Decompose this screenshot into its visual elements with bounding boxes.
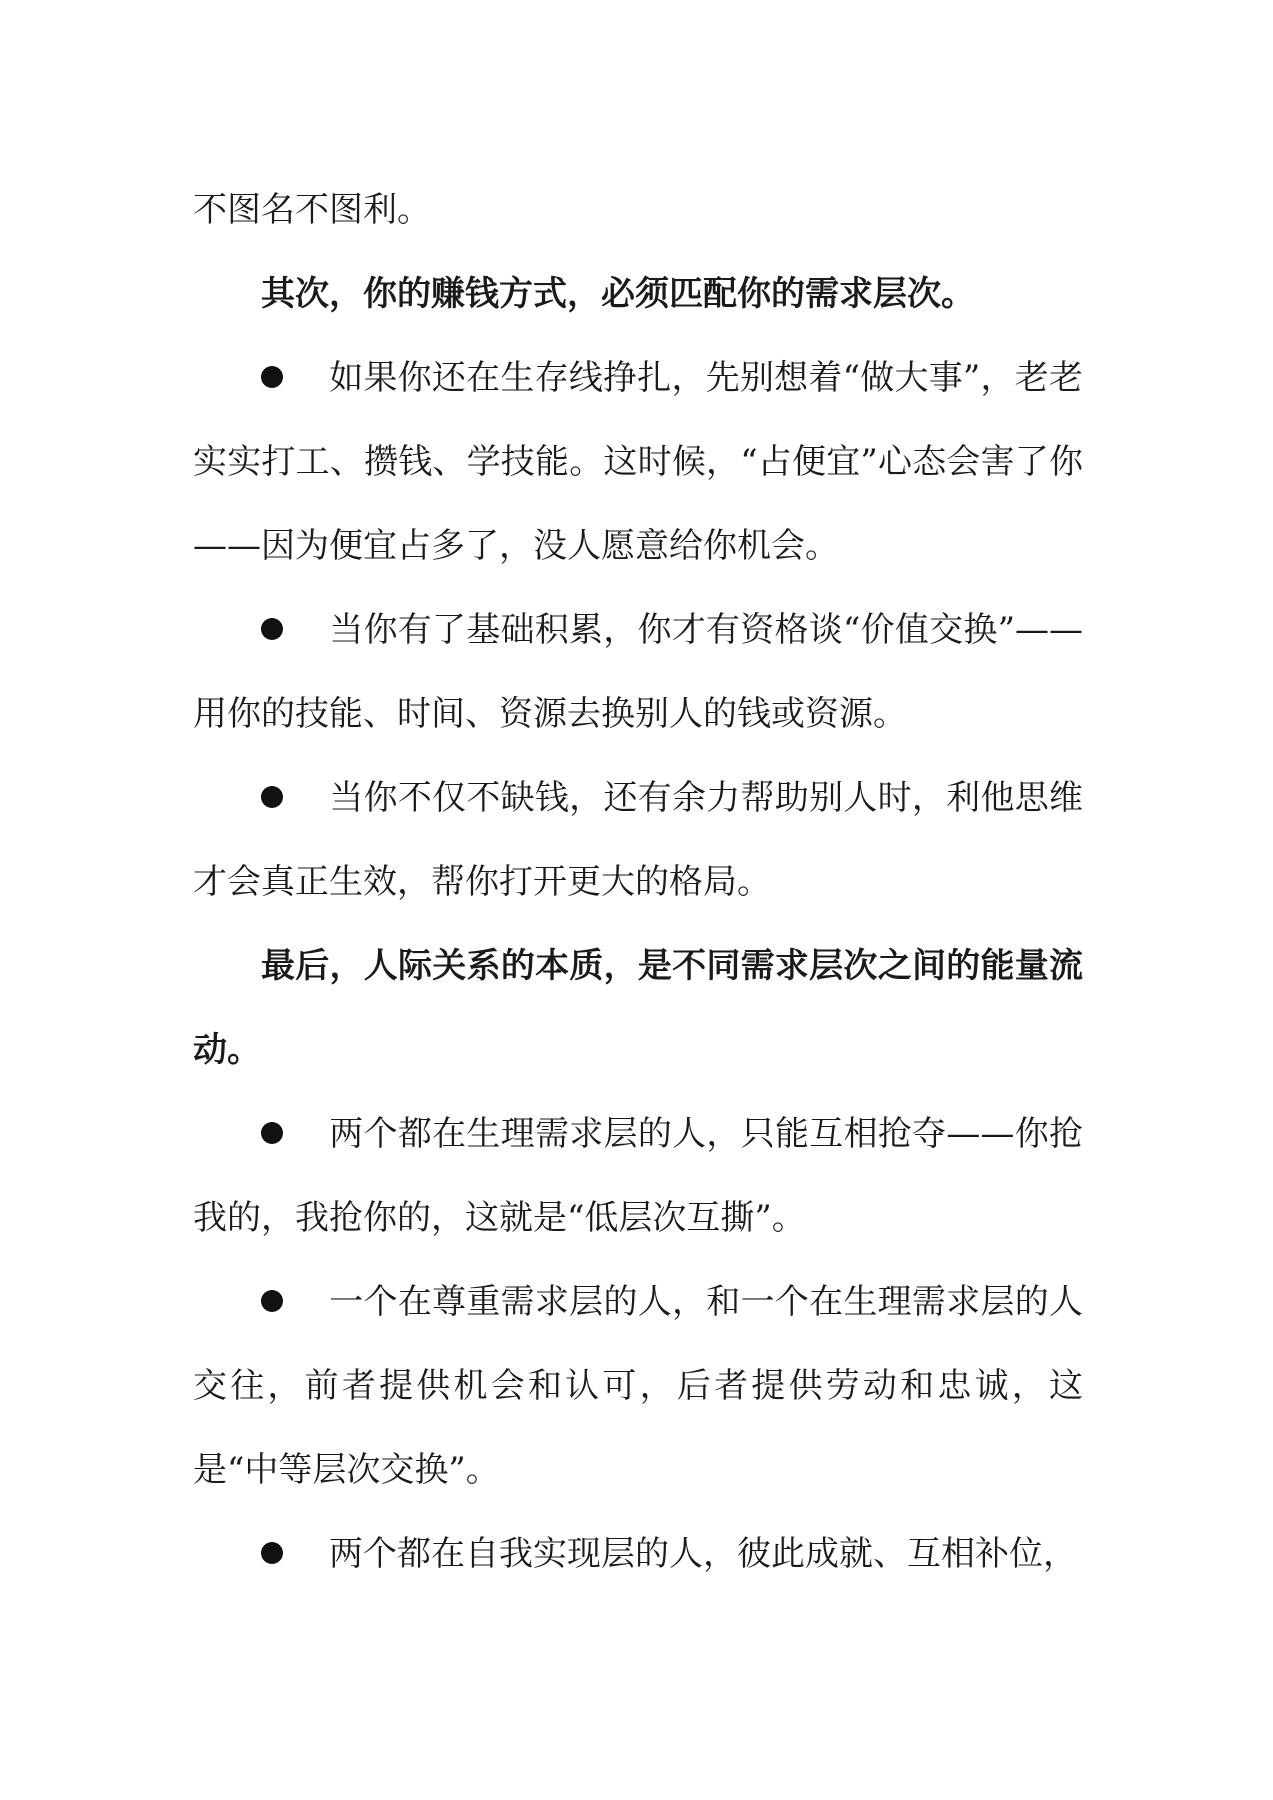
bullet-dot-icon [261, 1290, 283, 1312]
bullet-item [193, 336, 1083, 588]
bullet-text: 一个在尊重需求层的人，和一个在生理需求层的人交往，前者提供机会和认可，后者提供劳动和忠诚，这是“中等层次交换”。 [193, 1282, 1083, 1490]
bullet-item [193, 756, 1083, 924]
bullet-text: 如果你还在生存线挣扎，先别想着“做大事”，老老实实打工、攒钱、学技能。这时候，“占便宜”心态会害了你——因为便宜占多了，没人愿意给你机会。 [193, 358, 1083, 566]
bullet-dot-icon [261, 618, 283, 640]
bullet-item [193, 1092, 1083, 1260]
bullet-text: 当你不仅不缺钱，还有余力帮助别人时，利他思维才会真正生效，帮你打开更大的格局。 [193, 778, 1083, 902]
section-heading-relationships: 最后，人际关系的本质，是不同需求层次之间的能量流动。 [193, 946, 1083, 1070]
bullet-item [193, 1512, 1083, 1596]
section-heading-needs-match: 其次，你的赚钱方式，必须匹配你的需求层次。 [261, 274, 975, 314]
lead-fragment: 不图名不图利。 [193, 190, 431, 230]
bullet-text: 当你有了基础积累，你才有资格谈“价值交换”——用你的技能、时间、资源去换别人的钱或资源。 [193, 610, 1083, 734]
bullet-item [193, 1260, 1083, 1512]
bullet-dot-icon [261, 1542, 283, 1564]
bullet-text: 两个都在自我实现层的人，彼此成就、互相补位， [329, 1534, 1077, 1574]
bullet-item [193, 588, 1083, 756]
document-body [193, 168, 1083, 1596]
bullet-dot-icon [261, 366, 283, 388]
bullet-dot-icon [261, 1122, 283, 1144]
bullet-dot-icon [261, 786, 283, 808]
bullet-text: 两个都在生理需求层的人，只能互相抢夺——你抢我的，我抢你的，这就是“低层次互撕”。 [193, 1114, 1083, 1238]
